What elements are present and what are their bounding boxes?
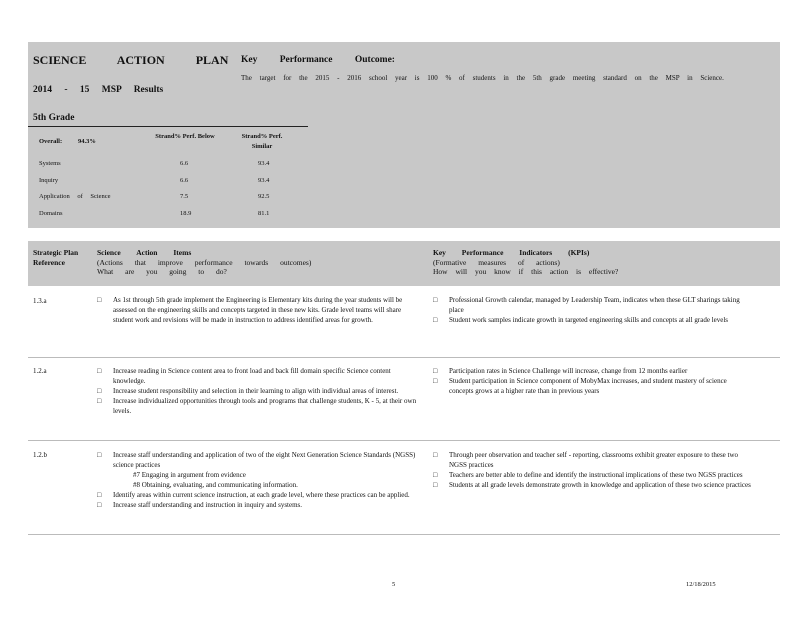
table-top-rule — [28, 126, 308, 127]
list-item — [433, 480, 753, 490]
list-item — [97, 450, 417, 470]
section-kpis — [433, 450, 753, 490]
kpi-text: Teachers are better able to define and identify the instructional implications of these two NGSS practices — [449, 471, 743, 479]
action-text: Increase reading in Science content area to front load and back fill domain specific Science content knowledge. — [113, 367, 391, 385]
list-item — [433, 470, 753, 480]
checkbox-bullet-icon: □ — [97, 397, 102, 405]
action-text: Increase staff understanding and application of two of the eight Next Generation Science Standards (NGSS) science practices — [113, 451, 416, 469]
list-item — [433, 295, 753, 315]
kpi-text: Student work samples indicate growth in targeted engineering skills and concepts at all grade levels — [449, 316, 729, 324]
strand-name: Domains — [39, 209, 63, 217]
strand-below-value: 7.5 — [180, 193, 189, 200]
action-text: Increase staff understanding and instruction in inquiry and systems. — [113, 501, 303, 509]
header-actions-title: Science Action Items — [97, 248, 192, 257]
kpi-text: Participation rates in Science Challenge will increase, change from 12 months earlier — [449, 367, 688, 375]
col-header-similar: Strand% Perf. Similar — [241, 133, 283, 150]
checkbox-bullet-icon: □ — [97, 387, 102, 395]
checkbox-bullet-icon: □ — [433, 471, 438, 479]
list-item — [97, 366, 417, 386]
header-kpis — [433, 248, 733, 277]
header-kpis-sub1: (Formative measures of actions) — [433, 257, 560, 267]
table-row — [39, 193, 299, 210]
section-ref: 1.2.a — [33, 367, 47, 375]
strand-below-value: 18.9 — [180, 209, 192, 217]
strand-similar-value: 81.1 — [258, 209, 270, 217]
results-year: 2014 - 15 MSP Results — [33, 85, 164, 95]
table-row — [39, 160, 299, 177]
section-kpis — [433, 366, 753, 396]
section-ref: 1.3.a — [33, 297, 47, 305]
grade-label: 5th Grade — [33, 113, 75, 123]
overall-value: 94.3% — [78, 138, 96, 145]
kpi-text: Student participation in Science component of MobyMax increases, and student mastery of science concepts grows at a higher rate than in previous years — [449, 377, 727, 395]
page-title: SCIENCE ACTION PLAN — [33, 53, 229, 67]
strand-name: Application of Science — [39, 193, 111, 200]
overall-label: Overall: — [39, 138, 63, 145]
checkbox-bullet-icon: □ — [433, 367, 438, 375]
strand-name: Inquiry — [39, 176, 59, 184]
strand-similar-value: 92.5 — [258, 193, 270, 200]
section-actions — [97, 295, 417, 325]
section-ref: 1.2.b — [33, 451, 47, 459]
table-row — [39, 210, 299, 227]
strand-below-value: 6.6 — [180, 160, 189, 167]
strand-below-value: 6.6 — [180, 176, 189, 184]
page-number: 5 — [392, 581, 396, 588]
header-strategic-ref: Strategic Plan Reference — [33, 248, 79, 267]
kpi-text: Students at all grade levels demonstrate growth in knowledge and application of these two science practices — [449, 481, 751, 489]
section-divider — [28, 534, 780, 535]
checkbox-bullet-icon: □ — [433, 451, 438, 459]
header-kpis-title: Key Performance Indicators (KPIs) — [433, 248, 590, 257]
kpo-label: Key Performance Outcome: — [241, 55, 395, 65]
table-row — [39, 177, 299, 194]
action-text: Increase student responsibility and selection in their learning to align with individual areas of interest. — [113, 387, 399, 395]
strand-rows — [39, 160, 299, 226]
header-actions — [97, 248, 397, 277]
action-text: Increase individualized opportunities through tools and programs that challenge students, K - 5, at their own levels. — [113, 397, 417, 415]
strand-name: Systems — [39, 160, 61, 167]
section-divider — [28, 440, 780, 441]
header-actions-sub2: What are you going to do? — [97, 267, 227, 276]
strand-similar-value: 93.4 — [258, 176, 270, 184]
sub-item: #7 Engaging in argument from evidence — [133, 471, 246, 479]
checkbox-bullet-icon: □ — [433, 377, 438, 385]
checkbox-bullet-icon: □ — [97, 296, 102, 304]
checkbox-bullet-icon: □ — [433, 481, 438, 489]
section-divider — [28, 357, 780, 358]
action-text: Identify areas within current science instruction, at each grade level, where these practices can be applied. — [113, 491, 410, 499]
list-item — [97, 396, 417, 416]
header-actions-sub1: (Actions that improve performance towards outcomes) — [97, 257, 312, 267]
list-item — [433, 376, 753, 396]
list-item — [97, 490, 417, 500]
checkbox-bullet-icon: □ — [433, 316, 438, 324]
kpi-text: Professional Growth calendar, managed by Leadership Team, indicates when these GLT sharings taking place — [449, 296, 740, 314]
kpo-target-text: The target for the 2015 - 2016 school year is 100 % of students in the 5th grade meeting standard on the MSP in Science. — [241, 74, 724, 82]
list-item — [97, 295, 417, 325]
checkbox-bullet-icon: □ — [97, 501, 102, 509]
checkbox-bullet-icon: □ — [97, 451, 102, 459]
checkbox-bullet-icon: □ — [97, 491, 102, 499]
list-item — [433, 366, 753, 376]
sub-item: #8 Obtaining, evaluating, and communicating information. — [133, 481, 298, 489]
col-header-below: Strand% Perf. Below — [155, 133, 215, 140]
action-text: As 1st through 5th grade implement the Engineering is Elementary kits during the year students will be assessed on the engineering skills and concepts targeted in these new kits. Grade level teams will share student work and revisions will be made in instruction to address identified areas for growth. — [113, 296, 403, 324]
header-kpis-sub2: How will you know if this action is effective? — [433, 267, 619, 276]
section-kpis — [433, 295, 753, 325]
kpi-text: Through peer observation and teacher self - reporting, classrooms exhibit greater exposure to these two NGSS practices — [449, 451, 739, 469]
section-actions — [97, 450, 417, 510]
checkbox-bullet-icon: □ — [433, 296, 438, 304]
list-item — [433, 450, 753, 470]
footer-date: 12/18/2015 — [686, 581, 716, 588]
list-item — [97, 386, 417, 396]
list-item — [433, 315, 753, 325]
list-item — [97, 500, 417, 510]
strand-similar-value: 93.4 — [258, 160, 270, 167]
section-actions — [97, 366, 417, 416]
checkbox-bullet-icon: □ — [97, 367, 102, 375]
